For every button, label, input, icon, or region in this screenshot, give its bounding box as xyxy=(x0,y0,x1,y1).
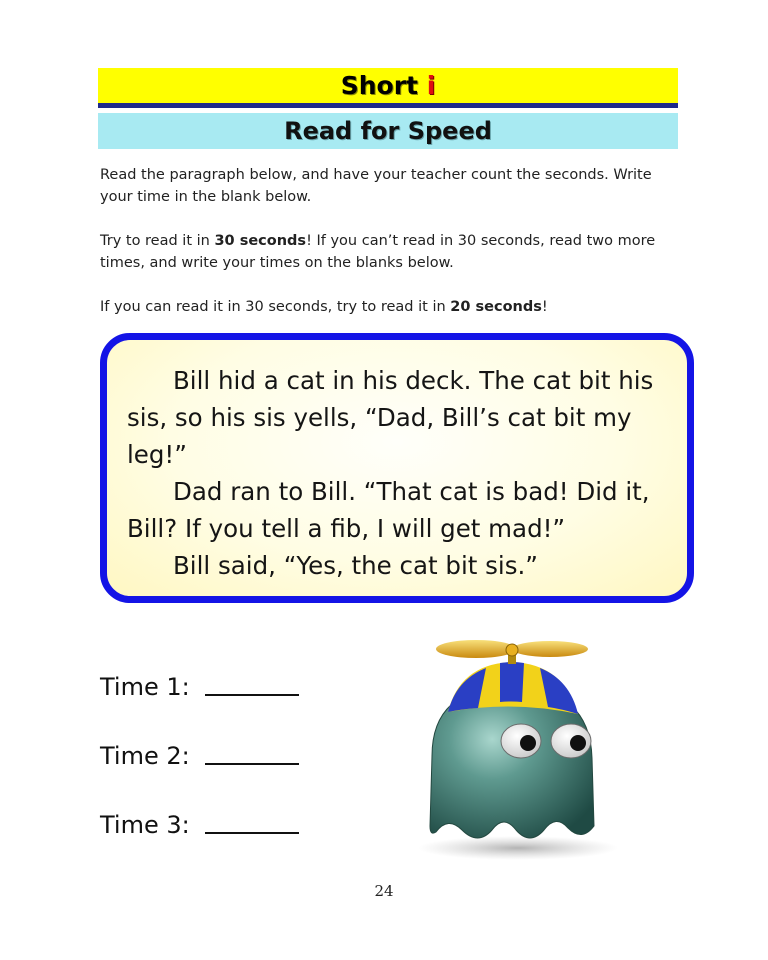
cap-blue-panel-center xyxy=(500,662,524,702)
time-list xyxy=(100,670,299,877)
story-box xyxy=(100,333,694,603)
time-row-2 xyxy=(100,739,299,808)
story-paragraph-1: Bill hid a cat in his deck. The cat bit his sis, so his sis yells, “Dad, Bill’s cat bit my leg!” xyxy=(127,366,654,469)
story-text xyxy=(127,362,667,584)
instruction-paragraph-1: Read the paragraph below, and have your teacher count the seconds. Write your time in the blank below. xyxy=(100,167,652,205)
page-subtitle: Read for Speed xyxy=(284,117,492,145)
instruction-2-text-b: ! If you can’t read in 30 seconds, read two more times, and write your times on the blanks below. xyxy=(100,233,656,271)
propeller-blade-left xyxy=(436,640,516,658)
propeller-hub xyxy=(506,644,518,656)
instruction-paragraph-3 xyxy=(100,296,670,318)
ghost-mascot-icon xyxy=(400,636,630,866)
title-letter: i xyxy=(426,71,436,100)
ghost-pupil-left xyxy=(520,735,536,751)
time-label: Time 1: xyxy=(100,673,198,701)
instructions xyxy=(100,164,670,340)
instruction-2-bold: 30 seconds xyxy=(214,233,307,249)
time-label: Time 3: xyxy=(100,811,198,839)
title-prefix: Short xyxy=(340,71,427,100)
propeller-blade-right xyxy=(512,641,588,657)
time-label: Time 2: xyxy=(100,742,198,770)
story-paragraph-3: Bill said, “Yes, the cat bit sis.” xyxy=(173,551,538,580)
page-number: 24 xyxy=(374,882,394,900)
page-title xyxy=(341,71,436,100)
subtitle-bar xyxy=(98,113,678,149)
instruction-3-text-a: If you can read it in 30 seconds, try to read it in xyxy=(100,299,451,315)
story-paragraph-2: Dad ran to Bill. “That cat is bad! Did it, Bill? If you tell a fib, I will get mad!” xyxy=(127,477,650,543)
instruction-2-text-a: Try to read it in xyxy=(100,233,215,249)
instruction-3-text-b: ! xyxy=(541,299,548,315)
time-blank-1[interactable] xyxy=(205,670,299,696)
time-blank-2[interactable] xyxy=(205,739,299,765)
time-blank-3[interactable] xyxy=(205,808,299,834)
time-row-1 xyxy=(100,670,299,739)
instruction-3-bold: 20 seconds xyxy=(450,299,542,315)
ghost-shadow xyxy=(418,836,618,860)
title-bar xyxy=(98,68,678,108)
time-row-3 xyxy=(100,808,299,877)
instruction-paragraph-2 xyxy=(100,230,670,274)
ghost-pupil-right xyxy=(570,735,586,751)
ghost-mascot-graphic xyxy=(400,636,630,866)
